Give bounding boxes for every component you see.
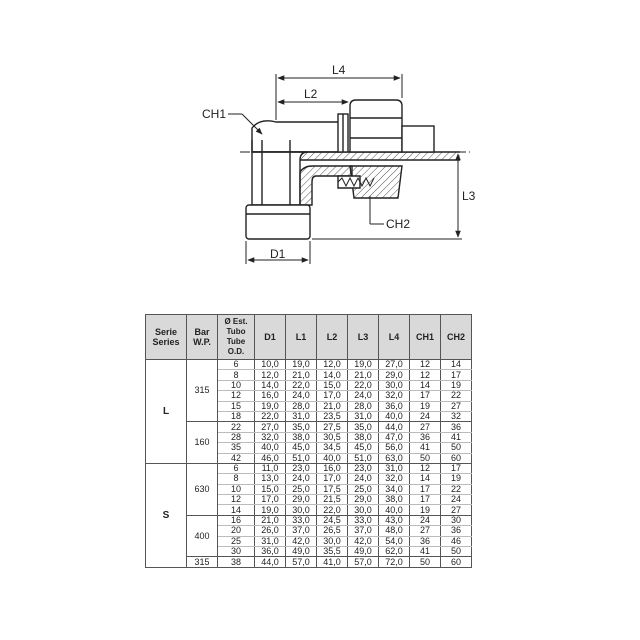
column-header: Bar W.P. [187, 315, 218, 360]
value-cell: 17,0 [317, 391, 348, 401]
value-cell: 14 [218, 505, 255, 515]
value-cell: 57,0 [286, 557, 317, 567]
value-cell: 38 [218, 557, 255, 567]
column-header: L4 [379, 315, 410, 360]
value-cell: 30,0 [286, 505, 317, 515]
value-cell: 34,5 [317, 443, 348, 453]
value-cell: 19,0 [286, 360, 317, 370]
column-header: D1 [255, 315, 286, 360]
value-cell: 42,0 [348, 536, 379, 546]
value-cell: 19 [441, 474, 472, 484]
value-cell: 36 [441, 422, 472, 432]
value-cell: 28,0 [286, 401, 317, 411]
value-cell: 31,0 [348, 411, 379, 421]
value-cell: 33,0 [286, 515, 317, 525]
value-cell: 40,0 [379, 411, 410, 421]
table-row [146, 360, 472, 370]
value-cell: 24,0 [286, 391, 317, 401]
value-cell: 21,0 [286, 370, 317, 380]
value-cell: 32,0 [379, 474, 410, 484]
value-cell: 23,0 [286, 463, 317, 473]
value-cell: 36,0 [379, 401, 410, 411]
value-cell: 15,0 [255, 484, 286, 494]
table-row [146, 557, 472, 567]
value-cell: 45,0 [348, 443, 379, 453]
value-cell: 12 [218, 495, 255, 505]
value-cell: 8 [218, 370, 255, 380]
value-cell: 36 [441, 526, 472, 536]
value-cell: 38,0 [348, 432, 379, 442]
value-cell: 14 [410, 380, 441, 390]
value-cell: 30,0 [379, 380, 410, 390]
value-cell: 60 [441, 557, 472, 567]
value-cell: 35,0 [348, 422, 379, 432]
value-cell: 25,0 [286, 484, 317, 494]
value-cell: 12,0 [317, 360, 348, 370]
label-ch1: CH1 [202, 107, 227, 121]
value-cell: 34,0 [379, 484, 410, 494]
value-cell: 30,0 [348, 505, 379, 515]
value-cell: 14 [410, 474, 441, 484]
value-cell: 38,0 [379, 495, 410, 505]
value-cell: 17 [410, 495, 441, 505]
value-cell: 30 [441, 515, 472, 525]
value-cell: 43,0 [379, 515, 410, 525]
value-cell: 8 [218, 474, 255, 484]
value-cell: 27 [441, 505, 472, 515]
table-body [146, 360, 472, 568]
value-cell: 40,0 [379, 505, 410, 515]
value-cell: 50 [410, 557, 441, 567]
label-d1: D1 [270, 247, 286, 261]
value-cell: 36 [410, 536, 441, 546]
value-cell: 24,0 [286, 474, 317, 484]
value-cell: 11,0 [255, 463, 286, 473]
value-cell: 18 [218, 411, 255, 421]
value-cell: 45,0 [286, 443, 317, 453]
value-cell: 37,0 [286, 526, 317, 536]
value-cell: 40,0 [317, 453, 348, 463]
value-cell: 28 [218, 432, 255, 442]
column-header: L1 [286, 315, 317, 360]
value-cell: 12,0 [255, 370, 286, 380]
series-cell: L [146, 360, 187, 464]
pressure-cell: 160 [187, 422, 218, 464]
value-cell: 26,5 [317, 526, 348, 536]
value-cell: 40,0 [255, 443, 286, 453]
value-cell: 12 [410, 360, 441, 370]
value-cell: 30 [218, 547, 255, 557]
value-cell: 26,0 [255, 526, 286, 536]
value-cell: 21,0 [317, 401, 348, 411]
value-cell: 27 [410, 422, 441, 432]
value-cell: 27,0 [379, 360, 410, 370]
value-cell: 6 [218, 463, 255, 473]
value-cell: 32 [441, 411, 472, 421]
value-cell: 14,0 [255, 380, 286, 390]
value-cell: 25 [218, 536, 255, 546]
value-cell: 20 [218, 526, 255, 536]
value-cell: 24 [441, 495, 472, 505]
value-cell: 14 [441, 360, 472, 370]
value-cell: 17 [441, 463, 472, 473]
value-cell: 19 [410, 505, 441, 515]
value-cell: 35 [218, 443, 255, 453]
value-cell: 10,0 [255, 360, 286, 370]
value-cell: 63,0 [379, 453, 410, 463]
value-cell: 24,0 [348, 391, 379, 401]
column-header: L3 [348, 315, 379, 360]
value-cell: 25,0 [348, 484, 379, 494]
value-cell: 12 [410, 463, 441, 473]
column-header: Serie Series [146, 315, 187, 360]
value-cell: 54,0 [379, 536, 410, 546]
value-cell: 27,0 [255, 422, 286, 432]
value-cell: 51,0 [286, 453, 317, 463]
value-cell: 32,0 [255, 432, 286, 442]
value-cell: 31,0 [379, 463, 410, 473]
value-cell: 31,0 [286, 411, 317, 421]
label-ch2: CH2 [386, 217, 411, 231]
value-cell: 62,0 [379, 547, 410, 557]
pressure-cell: 315 [187, 360, 218, 422]
value-cell: 14,0 [317, 370, 348, 380]
value-cell: 44,0 [255, 557, 286, 567]
value-cell: 22 [441, 391, 472, 401]
value-cell: 50 [441, 547, 472, 557]
value-cell: 17 [410, 391, 441, 401]
value-cell: 49,0 [348, 547, 379, 557]
value-cell: 22,0 [317, 505, 348, 515]
column-header: CH2 [441, 315, 472, 360]
value-cell: 72,0 [379, 557, 410, 567]
value-cell: 23,0 [348, 463, 379, 473]
value-cell: 36 [410, 432, 441, 442]
value-cell: 29,0 [348, 495, 379, 505]
column-header: Ø Est. Tubo Tube O.D. [218, 315, 255, 360]
value-cell: 41 [441, 432, 472, 442]
value-cell: 35,0 [286, 422, 317, 432]
value-cell: 50 [410, 453, 441, 463]
value-cell: 48,0 [379, 526, 410, 536]
value-cell: 27 [410, 526, 441, 536]
label-l2: L2 [304, 87, 318, 101]
value-cell: 10 [218, 484, 255, 494]
value-cell: 41 [410, 443, 441, 453]
value-cell: 51,0 [348, 453, 379, 463]
value-cell: 29,0 [286, 495, 317, 505]
value-cell: 30,0 [317, 536, 348, 546]
pressure-cell: 315 [187, 557, 218, 567]
table-row [146, 515, 472, 525]
value-cell: 17,5 [317, 484, 348, 494]
value-cell: 19,0 [255, 505, 286, 515]
value-cell: 42 [218, 453, 255, 463]
value-cell: 60 [441, 453, 472, 463]
value-cell: 46,0 [255, 453, 286, 463]
value-cell: 19 [441, 380, 472, 390]
value-cell: 29,0 [379, 370, 410, 380]
value-cell: 17,0 [317, 474, 348, 484]
value-cell: 6 [218, 360, 255, 370]
value-cell: 22 [218, 422, 255, 432]
value-cell: 17,0 [255, 495, 286, 505]
value-cell: 12 [218, 391, 255, 401]
value-cell: 50 [441, 443, 472, 453]
value-cell: 42,0 [286, 536, 317, 546]
value-cell: 17 [441, 370, 472, 380]
value-cell: 22,0 [255, 411, 286, 421]
value-cell: 22 [441, 484, 472, 494]
value-cell: 28,0 [348, 401, 379, 411]
value-cell: 41,0 [317, 557, 348, 567]
value-cell: 37,0 [348, 526, 379, 536]
value-cell: 16 [218, 515, 255, 525]
value-cell: 22,0 [348, 380, 379, 390]
pressure-cell: 630 [187, 463, 218, 515]
value-cell: 13,0 [255, 474, 286, 484]
value-cell: 32,0 [379, 391, 410, 401]
value-cell: 21,5 [317, 495, 348, 505]
value-cell: 12 [410, 370, 441, 380]
value-cell: 49,0 [286, 547, 317, 557]
table-row [146, 422, 472, 432]
value-cell: 19,0 [348, 360, 379, 370]
value-cell: 31,0 [255, 536, 286, 546]
label-l3: L3 [462, 189, 476, 203]
value-cell: 21,0 [348, 370, 379, 380]
nut-assembly [338, 100, 434, 198]
pressure-cell: 400 [187, 515, 218, 557]
label-l4: L4 [332, 63, 346, 77]
table-header [146, 315, 472, 360]
value-cell: 27 [441, 401, 472, 411]
column-header: CH1 [410, 315, 441, 360]
value-cell: 46 [441, 536, 472, 546]
fitting-drawing [0, 0, 640, 300]
value-cell: 15 [218, 401, 255, 411]
value-cell: 30,5 [317, 432, 348, 442]
value-cell: 44,0 [379, 422, 410, 432]
value-cell: 24 [410, 411, 441, 421]
value-cell: 33,0 [348, 515, 379, 525]
value-cell: 19,0 [255, 401, 286, 411]
leader-ch2 [370, 196, 384, 224]
value-cell: 41 [410, 547, 441, 557]
value-cell: 35,5 [317, 547, 348, 557]
value-cell: 16,0 [255, 391, 286, 401]
dimensions-table [145, 314, 472, 568]
value-cell: 16,0 [317, 463, 348, 473]
value-cell: 57,0 [348, 557, 379, 567]
series-cell: S [146, 463, 187, 567]
value-cell: 36,0 [255, 547, 286, 557]
value-cell: 15,0 [317, 380, 348, 390]
value-cell: 38,0 [286, 432, 317, 442]
value-cell: 19 [410, 401, 441, 411]
value-cell: 24 [410, 515, 441, 525]
column-header: L2 [317, 315, 348, 360]
value-cell: 27,5 [317, 422, 348, 432]
value-cell: 21,0 [255, 515, 286, 525]
value-cell: 24,5 [317, 515, 348, 525]
value-cell: 22,0 [286, 380, 317, 390]
table-row [146, 463, 472, 473]
value-cell: 47,0 [379, 432, 410, 442]
value-cell: 24,0 [348, 474, 379, 484]
value-cell: 23,5 [317, 411, 348, 421]
value-cell: 56,0 [379, 443, 410, 453]
value-cell: 17 [410, 484, 441, 494]
value-cell: 10 [218, 380, 255, 390]
